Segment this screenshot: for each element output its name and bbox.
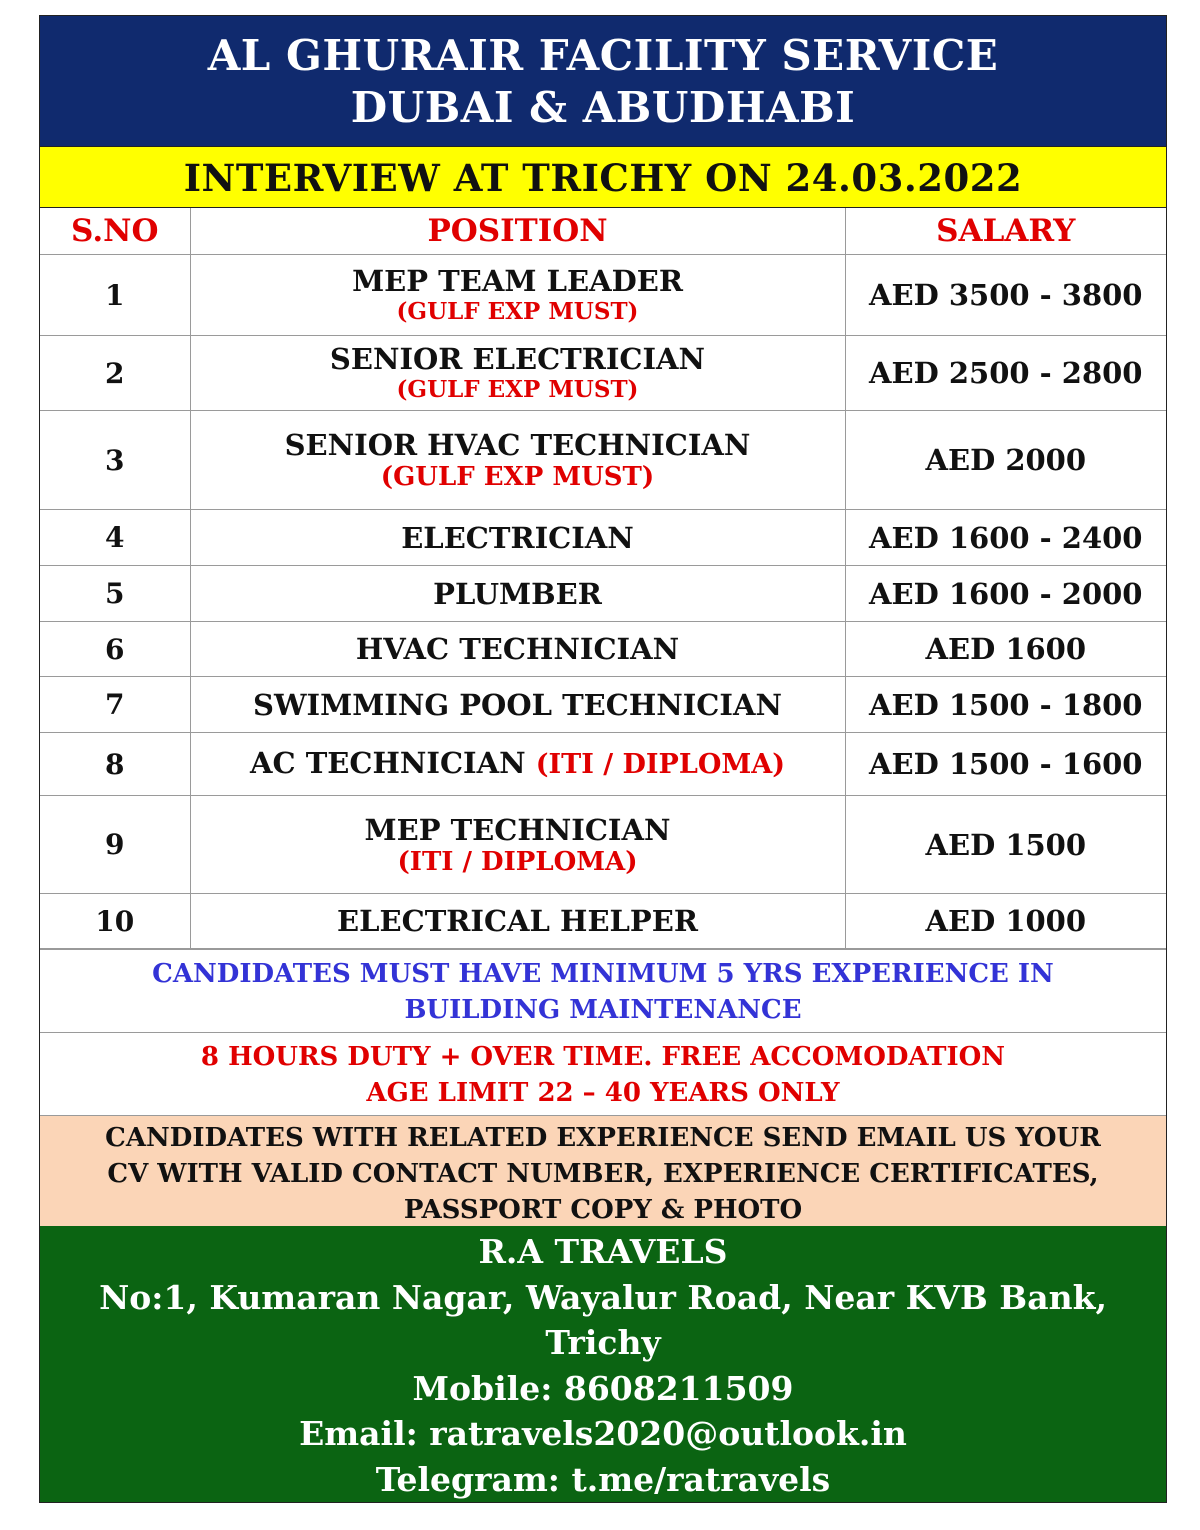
- row-salary: AED 1000: [845, 894, 1166, 949]
- positions-table: [40, 208, 1166, 949]
- row-salary: AED 3500 - 3800: [845, 255, 1166, 336]
- address-city: Trichy: [545, 1323, 661, 1362]
- table-row: [40, 894, 1166, 949]
- position-note: (GULF EXP MUST): [380, 462, 655, 492]
- position-title: SENIOR ELECTRICIAN: [329, 342, 706, 376]
- table-header-row: [40, 208, 1166, 255]
- table-row: [40, 510, 1166, 566]
- position-note: (GULF EXP MUST): [396, 298, 639, 325]
- position-title: PLUMBER: [433, 576, 602, 611]
- benefits-line: 8 HOURS DUTY + OVER TIME. FREE ACCOMODATION: [200, 1042, 1006, 1072]
- apply-line: CANDIDATES WITH RELATED EXPERIENCE SEND EMAIL US YOUR: [105, 1123, 1101, 1153]
- requirement-line: CANDIDATES MUST HAVE MINIMUM 5 YRS EXPERIENCE IN: [152, 959, 1054, 989]
- row-salary: AED 1500 - 1600: [845, 733, 1166, 796]
- position-title: AC TECHNICIAN: [250, 746, 526, 780]
- position-title: MEP TEAM LEADER: [352, 264, 683, 298]
- row-sno: 9: [40, 796, 190, 894]
- row-salary: AED 1500: [845, 796, 1166, 894]
- benefits-block: [40, 1032, 1166, 1115]
- table-row: [40, 336, 1166, 411]
- job-poster: [39, 15, 1167, 1503]
- row-sno: 6: [40, 622, 190, 677]
- row-position: [190, 411, 845, 510]
- row-salary: AED 1600 - 2400: [845, 510, 1166, 566]
- position-title: SWIMMING POOL TECHNICIAN: [253, 687, 782, 722]
- row-sno: 3: [40, 411, 190, 510]
- row-sno: 10: [40, 894, 190, 949]
- row-sno: 7: [40, 677, 190, 733]
- row-salary: AED 1500 - 1800: [845, 677, 1166, 733]
- email-address[interactable]: Email: ratravels2020@outlook.in: [299, 1414, 907, 1453]
- table-row: [40, 796, 1166, 894]
- table-row: [40, 411, 1166, 510]
- company-name: AL GHURAIR FACILITY SERVICE: [207, 31, 999, 80]
- agency-name: R.A TRAVELS: [478, 1232, 728, 1271]
- title-band: [40, 16, 1166, 146]
- mobile-number[interactable]: Mobile: 8608211509: [412, 1368, 794, 1408]
- position-title: ELECTRICIAN: [401, 520, 634, 555]
- apply-line: PASSPORT COPY & PHOTO: [403, 1195, 803, 1225]
- row-position: [190, 622, 845, 677]
- row-position: [190, 336, 845, 411]
- row-sno: 2: [40, 336, 190, 411]
- position-title: ELECTRICAL HELPER: [337, 904, 698, 938]
- row-salary: AED 1600 - 2000: [845, 566, 1166, 622]
- table-row: [40, 622, 1166, 677]
- row-salary: AED 2000: [845, 411, 1166, 510]
- address-line: No:1, Kumaran Nagar, Wayalur Road, Near KVB Bank,: [99, 1277, 1107, 1317]
- column-header-sno: S.NO: [40, 208, 190, 255]
- position-note: (ITI / DIPLOMA): [397, 846, 638, 877]
- age-limit-line: AGE LIMIT 22 – 40 YEARS ONLY: [366, 1078, 840, 1108]
- row-salary: AED 2500 - 2800: [845, 336, 1166, 411]
- requirement-line: BUILDING MAINTENANCE: [404, 995, 802, 1025]
- column-header-salary: SALARY: [845, 208, 1166, 255]
- row-position: [190, 733, 845, 796]
- position-title: SENIOR HVAC TECHNICIAN: [284, 428, 751, 462]
- table-row: [40, 733, 1166, 796]
- row-sno: 4: [40, 510, 190, 566]
- locations: DUBAI & ABUDHABI: [350, 83, 856, 132]
- row-position: [190, 510, 845, 566]
- apply-line: CV WITH VALID CONTACT NUMBER, EXPERIENCE CERTIFICATES,: [107, 1159, 1099, 1189]
- row-position: [190, 796, 845, 894]
- position-title: MEP TECHNICIAN: [364, 812, 671, 847]
- interview-banner: INTERVIEW AT TRICHY ON 24.03.2022: [40, 146, 1166, 208]
- apply-instructions: [40, 1115, 1166, 1226]
- row-salary: AED 1600: [845, 622, 1166, 677]
- column-header-position: POSITION: [190, 208, 845, 255]
- table-row: [40, 566, 1166, 622]
- row-sno: 1: [40, 255, 190, 336]
- row-position: [190, 677, 845, 733]
- position-note: (ITI / DIPLOMA): [535, 749, 785, 780]
- table-row: [40, 255, 1166, 336]
- row-position: [190, 255, 845, 336]
- row-position: [190, 894, 845, 949]
- row-position: [190, 566, 845, 622]
- experience-requirement: [40, 949, 1166, 1032]
- telegram-link[interactable]: Telegram: t.me/ratravels: [375, 1459, 831, 1499]
- table-row: [40, 677, 1166, 733]
- contact-block: [40, 1226, 1166, 1502]
- position-note: (GULF EXP MUST): [396, 376, 639, 403]
- row-sno: 5: [40, 566, 190, 622]
- position-title: HVAC TECHNICIAN: [355, 632, 680, 666]
- row-sno: 8: [40, 733, 190, 796]
